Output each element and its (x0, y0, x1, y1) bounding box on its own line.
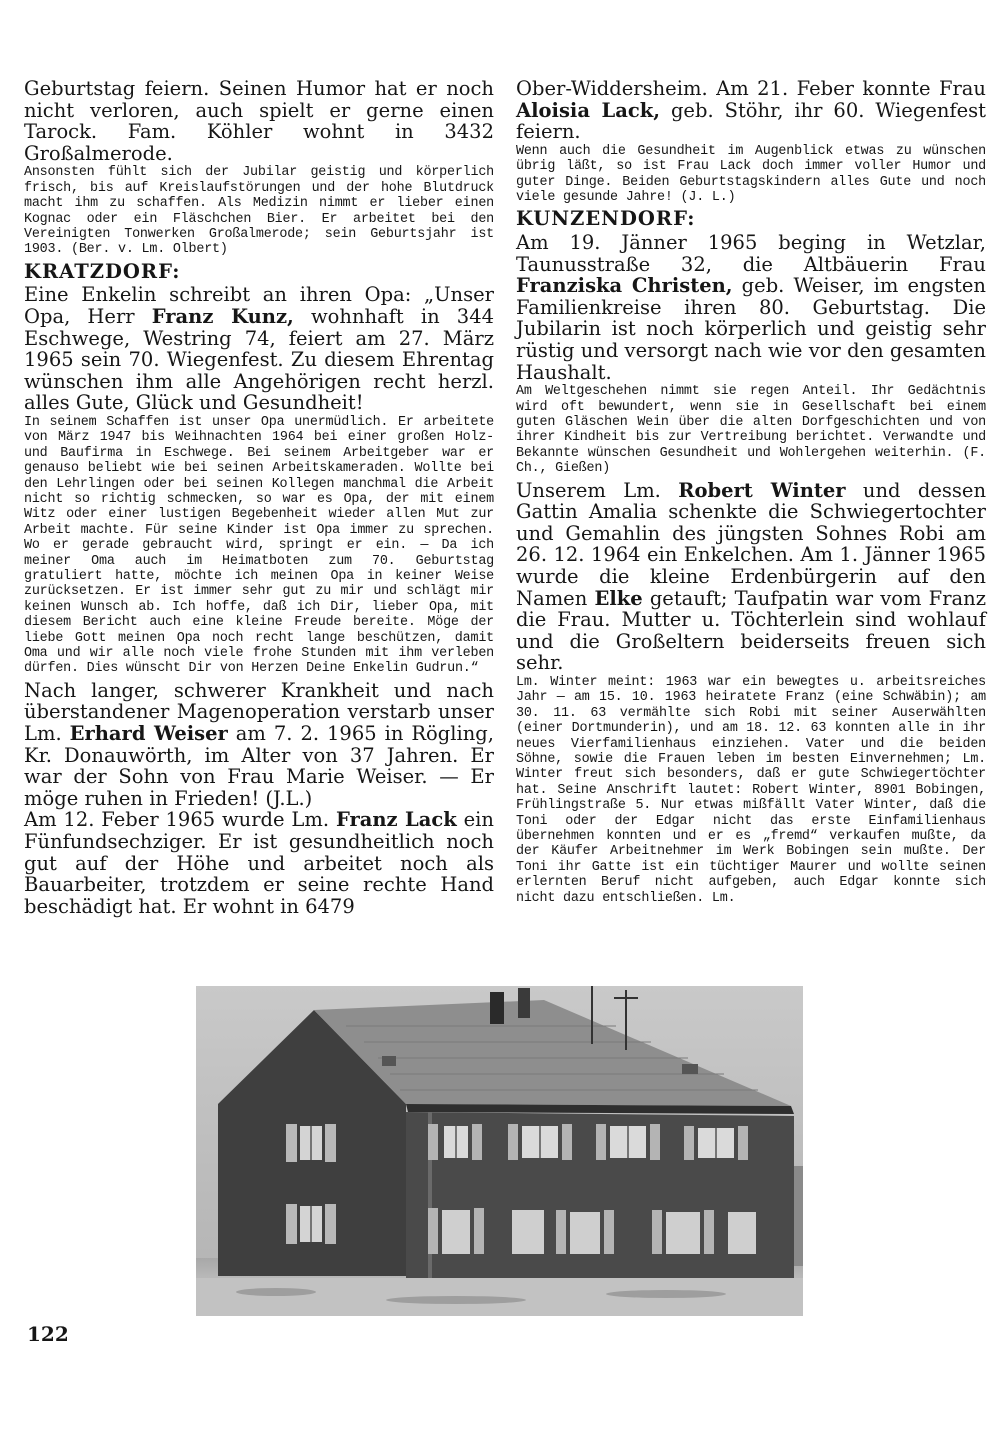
name-franziska-christen: Franziska Christen, (516, 274, 733, 298)
paragraph-jubilar-health: Ansonsten fühlt sich der Jubilar geistig und körperlich frisch, bis auf Kreislaufstörungen und der hohe Blutdruck macht ihm zu schaffen. Als Medizin nimmt er lieber einen Kognac oder ein Fläschchen Bier. Er arbeitet bei den Vereinigten Tonwerken Großalmerode; sein Geburtsjahr ist 1903. (Ber. v. Lm. Olbert) (24, 165, 494, 258)
paragraph-winter-meint: Lm. Winter meint: 1963 war ein bewegtes u. arbeitsreiches Jahr — am 15. 10. 1963 heiratete Franz (eine Schwäbin); am 30. 11. 63 vermählte sich Robi mit seiner Auserwählten (einer Dortmunderin), und am 18. 12. 63 konnten alle in ihr neues Vierfamilienhaus einziehen. Vater und die beiden Söhne, sowie die Frauen leben im besten Einvernehmen; Lm. Winter freut sich besonders, daß er gute Schwiegertöchter hat. Seine Anschrift lautet: Robert Winter, 8901 Bobingen, Frühlingstraße 5. Nur etwas mißfällt Vater Winter, daß die Toni oder der Edgar nicht das erste Einfamilienhaus übernehmen konnten und er es „fremd“ verkaufen mußte, da der Käufer Arbeitnehmer im Werk Bobingen sein mußte. Der Toni ihr Gatte ist ein tüchtiger Maurer und wollte seinen erlernten Beruf nicht aufgeben, auch Edgar konnte sich nicht dazu entschließen. Lm. (516, 674, 986, 906)
name-franz-kunz: Franz Kunz, (151, 305, 294, 328)
paragraph-koehler: Geburtstag feiern. Seinen Humor hat er noch nicht verloren, auch spielt er gerne einen Tarock. Fam. Köhler wohnt in 3432 Großalmerode. (24, 77, 494, 165)
paragraph-franz-kunz: Eine Enkelin schreibt an ihren Opa: „Unser Opa, Herr Franz Kunz, wohnhaft in 344 Eschwege, Westring 74, feiert am 27. März 1965 sein 70. Wiegenfest. Zu diesem Ehrentag wünschen ihm alle Angehörigen recht herzl. alles Gute, Glück und Gesundheit! (24, 283, 495, 415)
name-aloisia-lack: Aloisia Lack, (516, 98, 661, 122)
left-column (24, 78, 494, 917)
paragraph-lack-health: Wenn auch die Gesundheit im Augenblick etwas zu wünschen übrig läßt, so ist Frau Lack doch immer voller Humor und guter Dinge. Beiden Geburtstagskindern alles Gute und noch viele gesunde Jahre! (J. L.) (516, 143, 986, 205)
paragraph-gudrun-letter: In seinem Schaffen ist unser Opa unermüdlich. Er arbeitete von März 1947 bis Weihnachten 1964 bei einer großen Holz- und Baufirma in Eschwege. Bei seinem Arbeitgeber war er genauso beliebt wie bei seinen Arbeitskameraden. Wollte bei den Lehrlingen oder bei seinen Kollegen manchmal die Arbeit nicht so richtig schmecken, so war es Opa, der mit einem Witz oder einer lustigen Begebenheit wieder allen Mut zur Arbeit machte. Für seine Kinder ist Opa immer zu sprechen. Wo er gerade gebraucht wird, springt er ein. — Da ich meiner Oma auch im Heimatboten zum 70. Geburtstag gratuliert hatte, möchte ich meinen Opa in keiner Weise zurücksetzen. Er ist immer sehr gut zu mir und schlägt mir keinen Wunsch ab. Ich hoffe, daß ich Dir, lieber Opa, mit diesem Bericht auch eine kleine Freude bereite. Möge der liebe Gott meinen Opa noch recht lange beschützen, damit Oma und wir alle noch viele frohe Stunden mit ihm verleben dürfen. Dies wünscht Dir von Herzen Deine Enkelin Gudrun.“ (24, 414, 494, 677)
heading-kunzendorf: KUNZENDORF: (516, 207, 696, 231)
house-photo (196, 986, 803, 1316)
heading-kratzdorf: KRATZDORF: (24, 259, 181, 283)
name-robert-winter: Robert Winter (678, 478, 846, 502)
paragraph-weltgeschehen: Am Weltgeschehen nimmt sie regen Anteil. Ihr Gedächtnis wird oft bewundert, wenn sie in Gesellschaft bei einem guten Gläschen Wein über die alten Dorfgeschichten und von ihrer Kindheit bis zur Vertreibung berichtet. Verwandte und Bekannte wünschen Gesundheit und Wohlergehen weiterhin. (F. Ch., Gießen) (516, 384, 986, 477)
paragraph-erhard-weiser: Nach langer, schwerer Krankheit und nach überstandener Magenoperation verstarb unser Lm. Erhard Weiser am 7. 2. 1965 in Rögling, Kr. Donauwörth, im Alter von 37 Jahren. Er war der Sohn von Frau Marie Weiser. — Er möge ruhen in Frieden! (J.L.) (24, 678, 494, 810)
paragraph-franz-lack: Am 12. Feber 1965 wurde Lm. Franz Lack ein Fünfundsechziger. Er ist gesundheitlich noch gut auf der Höhe und arbeitet noch als Bauarbeiter, trotzdem er seine rechte Hand beschädigt hat. Er wohnt in 6479 (24, 808, 494, 918)
paragraph-franziska-christen: Am 19. Jänner 1965 beging in Wetzlar, Taunusstraße 32, die Altbäuerin Frau Franziska Christen, geb. Weiser, im engsten Familienkreise ihren 80. Geburtstag. Die Jubilarin ist noch körperlich und geistig sehr rüstig und versorgt nach wie vor den gesamten Haushalt. (516, 231, 986, 384)
name-franz-lack: Franz Lack (335, 808, 457, 832)
right-column (516, 78, 986, 909)
paragraph-aloisia-lack: Ober-Widdersheim. Am 21. Feber konnte Frau Aloisia Lack, geb. Stöhr, ihr 60. Wiegenfest feiern. (516, 77, 987, 144)
name-erhard-weiser: Erhard Weiser (69, 722, 228, 746)
page-number: 122 (27, 1322, 69, 1346)
name-elke: Elke (594, 586, 643, 610)
paragraph-robert-winter: Unserem Lm. Robert Winter und dessen Gattin Amalia schenkte die Schwiegertochter und Gemahlin des jüngsten Sohnes Robi am 26. 12. 1964 ein Enkelchen. Am 1. Jänner 1965 wurde die kleine Erdenbürgerin auf den Namen Elke getauft; Taufpatin war vom Franz die Frau. Mutter u. Töchterlein sind wohlauf und die Großeltern beiderseits freuen sich sehr. (516, 478, 987, 675)
